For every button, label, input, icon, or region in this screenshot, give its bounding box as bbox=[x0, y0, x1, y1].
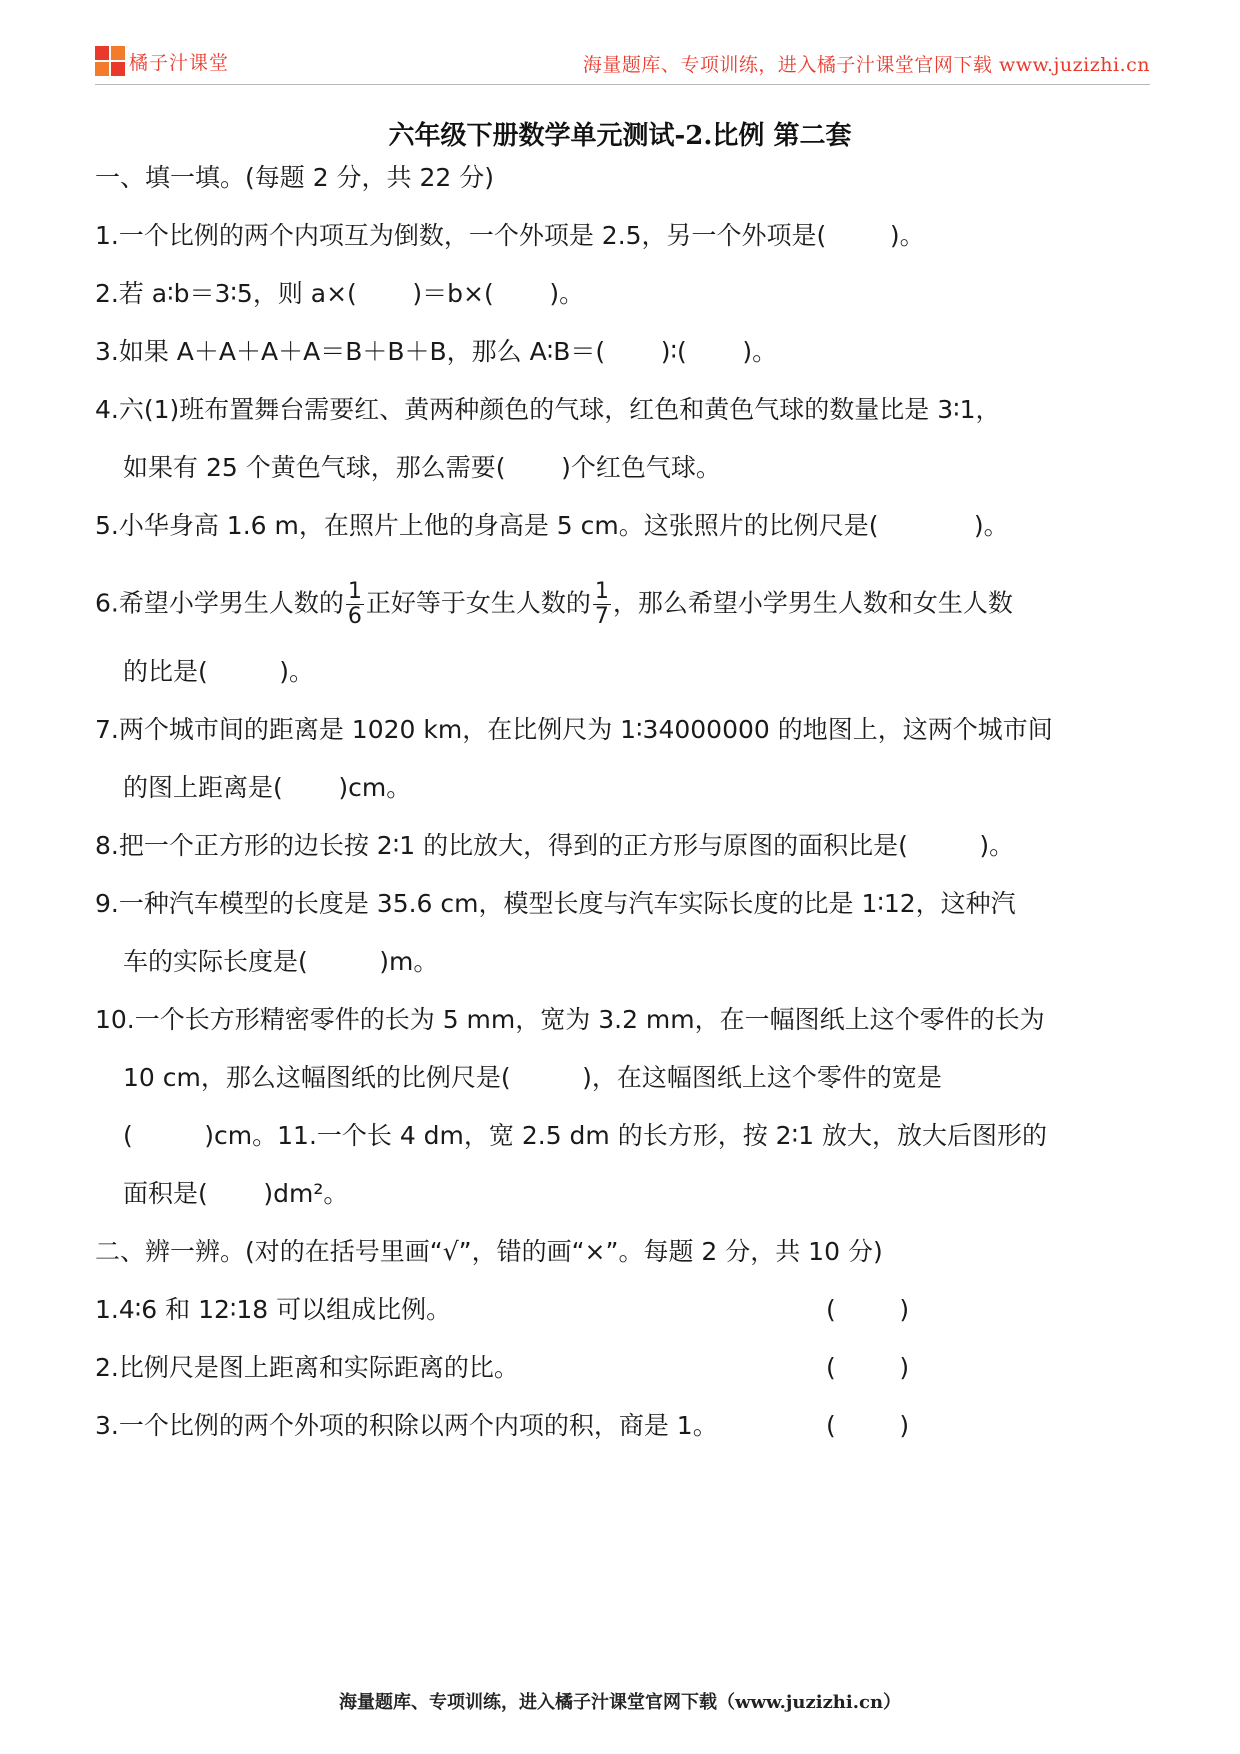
q6-text-mid: 正好等于女生人数的 bbox=[365, 588, 591, 618]
judge-question-3: 3.一个比例的两个外项的积除以两个内项的积，商是 1。 bbox=[95, 1411, 718, 1440]
question-8: 8.把一个正方形的边长按 2∶1 的比放大，得到的正方形与原图的面积比是( )。 bbox=[95, 831, 1015, 860]
question-3: 3.如果 A＋A＋A＋A＝B＋B＋B，那么 A∶B＝( )∶( )。 bbox=[95, 337, 778, 366]
question-4: 4.六(1)班布置舞台需要红、黄两种颜色的气球，红色和黄色气球的数量比是 3∶1， bbox=[95, 395, 1001, 424]
q6-text-post: ，那么希望小学男生人数和女生人数 bbox=[612, 588, 1013, 618]
page-header bbox=[95, 40, 1150, 85]
question-7: 7.两个城市间的距离是 1020 km，在比例尺为 1∶34000000 的地图上，这两个城市间 bbox=[95, 715, 1053, 744]
brand-logo bbox=[95, 46, 229, 76]
question-6-cont: 的比是( )。 bbox=[123, 657, 315, 686]
judge-answer-2: ( ) bbox=[826, 1353, 910, 1382]
question-10-cont: 10 cm，那么这幅图纸的比例尺是( )，在这幅图纸上这个零件的宽是 bbox=[123, 1063, 942, 1092]
judge-answer-3: ( ) bbox=[826, 1411, 910, 1440]
question-10: 10.一个长方形精密零件的长为 5 mm，宽为 3.2 mm，在一幅图纸上这个零件的长为 bbox=[95, 1005, 1045, 1034]
fraction-one-seventh: $\frac{1}{7}$ bbox=[594, 579, 609, 629]
question-11-cont: 面积是( )dm²。 bbox=[123, 1179, 349, 1208]
question-1: 1.一个比例的两个内项互为倒数，一个外项是 2.5，另一个外项是( )。 bbox=[95, 221, 925, 250]
question-10-11-cont: ( )cm。11.一个长 4 dm，宽 2.5 dm 的长方形，按 2∶1 放大，放大后图形的 bbox=[123, 1121, 1047, 1150]
question-2: 2.若 a∶b＝3∶5，则 a×( )＝b×( )。 bbox=[95, 279, 585, 308]
question-9: 9.一种汽车模型的长度是 35.6 cm，模型长度与汽车实际长度的比是 1∶12，这种汽 bbox=[95, 889, 1016, 918]
logo-text: 橘子汁课堂 bbox=[129, 51, 230, 74]
question-5: 5.小华身高 1.6 m，在照片上他的身高是 5 cm。这张照片的比例尺是( )。 bbox=[95, 511, 1009, 540]
q6-text-pre: 6.希望小学男生人数的 bbox=[95, 588, 344, 618]
fraction-one-sixth: $\frac{1}{6}$ bbox=[347, 579, 362, 629]
page-title: 六年级下册数学单元测试-2.比例 第二套 bbox=[388, 121, 852, 151]
question-9-cont: 车的实际长度是( )m。 bbox=[123, 947, 439, 976]
question-6 bbox=[95, 580, 1013, 629]
header-slogan: 海量题库、专项训练，进入橘子汁课堂官网下载 www.juzizhi.cn bbox=[582, 54, 1150, 76]
section2-heading: 二、辨一辨。(对的在括号里画“√”，错的画“×”。每题 2 分，共 10 分) bbox=[95, 1237, 883, 1266]
question-7-cont: 的图上距离是( )cm。 bbox=[123, 773, 412, 802]
logo-icon bbox=[95, 46, 125, 76]
judge-question-1: 1.4∶6 和 12∶18 可以组成比例。 bbox=[95, 1295, 452, 1324]
question-4-cont: 如果有 25 个黄色气球，那么需要( )个红色气球。 bbox=[123, 453, 721, 482]
section1-heading: 一、填一填。(每题 2 分，共 22 分) bbox=[95, 163, 495, 192]
judge-question-2: 2.比例尺是图上距离和实际距离的比。 bbox=[95, 1353, 519, 1382]
judge-answer-1: ( ) bbox=[826, 1295, 910, 1324]
page-footer: 海量题库、专项训练，进入橘子汁课堂官网下载（www.juzizhi.cn） bbox=[338, 1692, 902, 1713]
